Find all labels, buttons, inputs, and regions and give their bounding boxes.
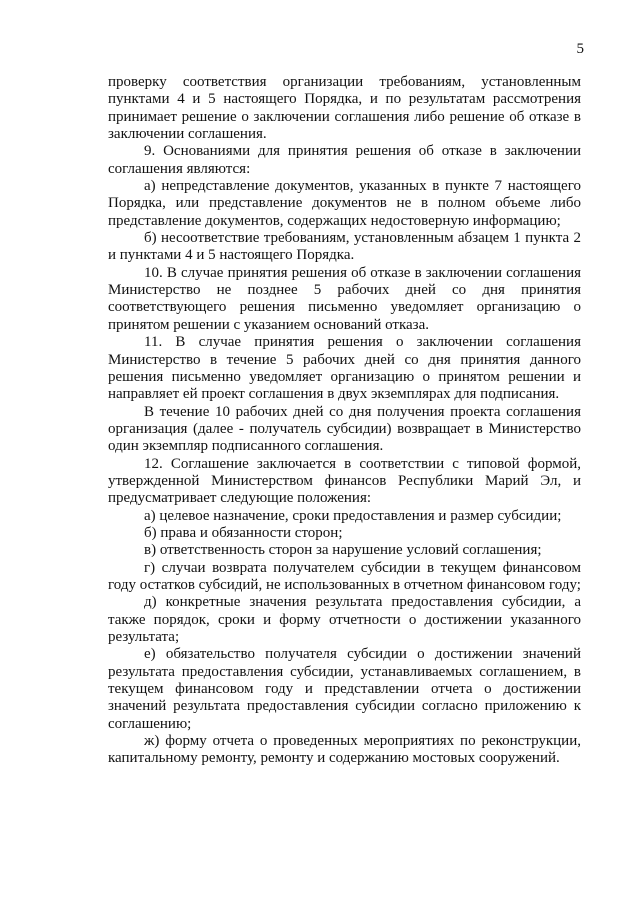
paragraph-item-9a: а) непредставление документов, указанных в пункте 7 настоящего Порядка, или представление документов не в полном объеме либо представление документов, содержащих недостоверную информацию; — [108, 178, 581, 229]
paragraph-item-11-continued: В течение 10 рабочих дней со дня получения проекта соглашения организация (далее - получатель субсидии) возвращает в Министерство один экземпляр подписанного соглашения. — [108, 403, 581, 455]
paragraph-item-12g: г) случаи возврата получателем субсидии в текущем финансовом году остатков субсидий, не использованных в отчетном финансовом году; — [108, 559, 581, 593]
paragraph-continuation: проверку соответствия организации требованиям, установленным пунктами 4 и 5 настоящего Порядка, и по результатам рассмотрения принимает решение о заключении соглашения либо решение об отказе в заключении соглашения. — [108, 74, 581, 143]
paragraph-item-12: 12. Соглашение заключается в соответствии с типовой формой, утвержденной Министерством финансов Республики Марий Эл, и предусматривает следующие положения: — [108, 455, 581, 507]
paragraph-item-12a: а) целевое назначение, сроки предоставления и размер субсидии; — [144, 507, 562, 524]
paragraph-item-10: 10. В случае принятия решения об отказе в заключении соглашения Министерство не позднее 5 рабочих дней со дня принятия соответствующего решения письменно уведомляет организацию о принятом решении с указанием оснований отказа. — [108, 264, 581, 333]
paragraph-item-12b: б) права и обязанности сторон; — [144, 524, 343, 541]
paragraph-item-11: 11. В случае принятия решения о заключении соглашения Министерство в течение 5 рабочих дней со дня принятия данного решения письменно уведомляет организацию о принятом решении и направляет ей проект соглашения в двух экземплярах для подписания. — [108, 334, 581, 403]
document-body — [108, 74, 581, 768]
paragraph-item-9b: б) несоответствие требованиям, установленным абзацем 1 пункта 2 и пунктами 4 и 5 настоящего Порядка. — [108, 230, 581, 264]
paragraph-item-12v: в) ответственность сторон за нарушение условий соглашения; — [144, 542, 542, 559]
page-number: 5 — [576, 41, 584, 57]
paragraph-item-12e: е) обязательство получателя субсидии о достижении значений результата предоставления субсидии, устанавливаемых соглашением, в текущем финансовом году и представлении отчета о достижении значений результата предоставления субсидии согласно приложению к соглашению; — [108, 646, 581, 732]
paragraph-item-12zh: ж) форму отчета о проведенных мероприятиях по реконструкции, капитальному ремонту, ремонту и содержанию мостовых сооружений. — [108, 733, 581, 767]
paragraph-item-12d: д) конкретные значения результата предоставления субсидии, а также порядок, сроки и форму отчетности о достижении указанного результата; — [108, 594, 581, 645]
paragraph-item-9: 9. Основаниями для принятия решения об отказе в заключении соглашения являются: — [108, 143, 581, 177]
